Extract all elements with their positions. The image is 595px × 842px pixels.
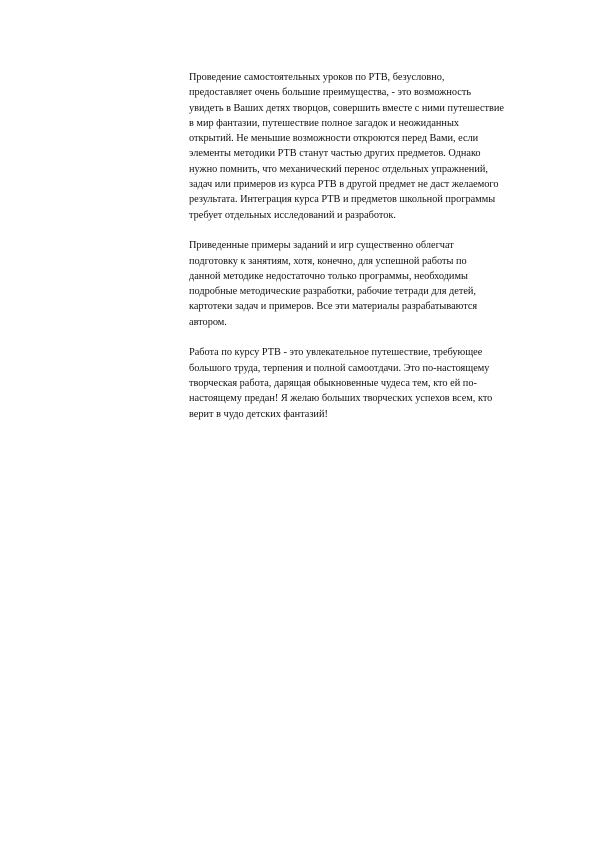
text-line: верит в чудо детских фантазий! bbox=[189, 408, 328, 420]
text-line: требует отдельных исследований и разработок. bbox=[189, 209, 396, 221]
text-line: открытий. Не меньшие возможности откроются перед Вами, если bbox=[189, 133, 479, 145]
text-line: картотеки задач и примеров. Все эти материалы разрабатываются bbox=[189, 301, 478, 313]
text-line: автором. bbox=[189, 316, 227, 328]
paragraph-1 bbox=[189, 70, 554, 223]
text-line: результата. Интеграция курса РТВ и предметов школьной программы bbox=[189, 194, 496, 206]
text-line: в мир фантазии, путешествие полное загадок и неожиданных bbox=[189, 117, 460, 129]
document-body bbox=[189, 70, 554, 437]
text-line: элементы методики РТВ станут частью других предметов. Однако bbox=[189, 148, 481, 160]
text-line: Проведение самостоятельных уроков по РТВ, безусловно, bbox=[189, 72, 445, 83]
text-line: нужно помнить, что механический перенос отдельных упражнений, bbox=[189, 163, 488, 175]
text-line: подготовку к занятиям, хотя, конечно, для успешной работы по bbox=[189, 255, 467, 267]
text-line: предоставляет очень большие преимущества, - это возможность bbox=[189, 87, 472, 99]
text-line: данной методике недостаточно только программы, необходимы bbox=[189, 270, 468, 282]
text-line: увидеть в Ваших детях творцов, совершить вместе с ними путешествие bbox=[189, 102, 504, 114]
text-line: задач или примеров из курса РТВ в другой предмет не даст желаемого bbox=[189, 179, 499, 191]
text-line: Работа по курсу РТВ - это увлекательное путешествие, требующее bbox=[189, 347, 483, 359]
paragraph-2 bbox=[189, 238, 554, 330]
text-line: подробные методические разработки, рабочие тетради для детей, bbox=[189, 286, 476, 298]
text-line: настоящему предан! Я желаю больших творческих успехов всем, кто bbox=[189, 393, 493, 405]
text-line: большого труда, терпения и полной самоотдачи. Это по-настоящему bbox=[189, 362, 490, 374]
text-line: Приведенные примеры заданий и игр существенно облегчат bbox=[189, 240, 454, 252]
paragraph-3 bbox=[189, 345, 554, 421]
text-line: творческая работа, дарящая обыкновенные чудеса тем, кто ей по- bbox=[189, 377, 477, 389]
